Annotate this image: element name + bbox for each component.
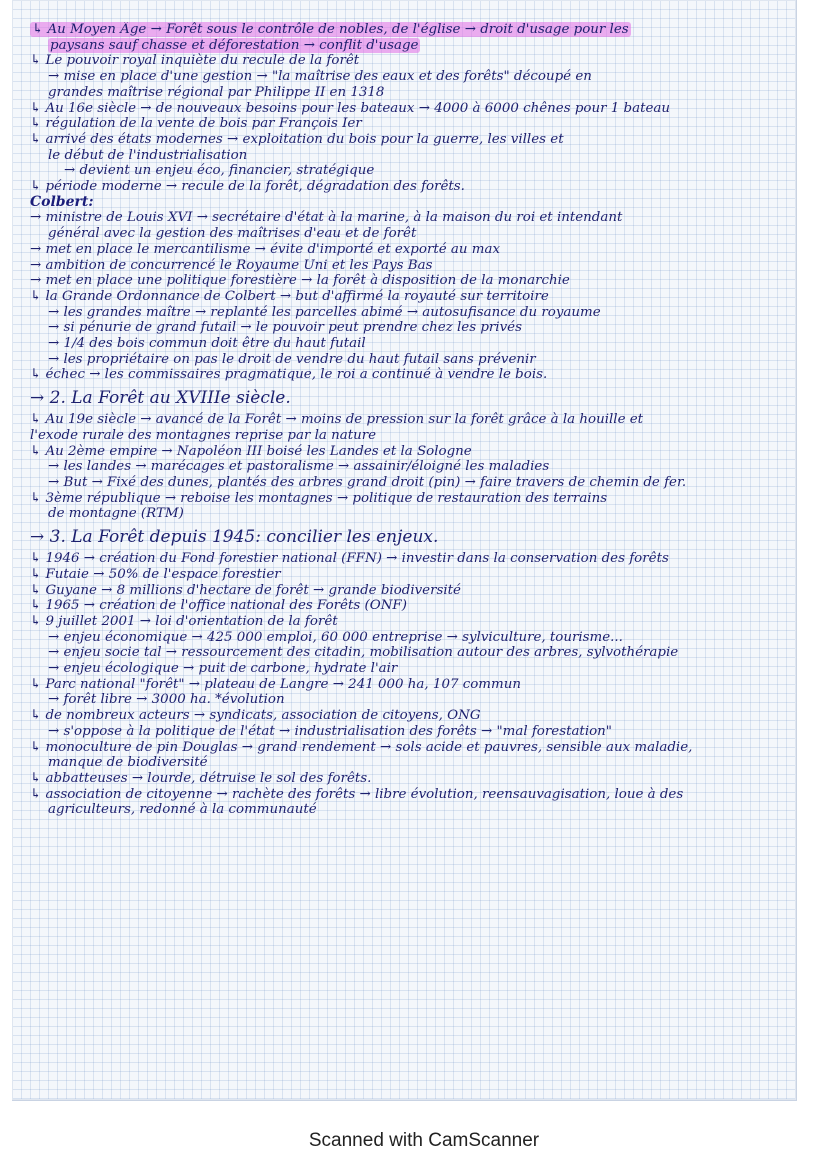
note-line	[30, 179, 782, 195]
section-heading	[30, 526, 782, 548]
note-line	[30, 53, 782, 69]
note-text: ↳ Au 16e siècle → de nouveaux besoins pour les bateaux → 4000 à 6000 chênes pour 1 bateau	[30, 100, 670, 116]
note-text: ↳ 9 juillet 2001 → loi d'orientation de la forêt	[30, 613, 338, 629]
note-text: → devient un enjeu éco, financier, stratégique	[64, 163, 375, 179]
note-text: ↳ 1965 → création de l'office national des Forêts (ONF)	[30, 598, 407, 614]
note-line	[30, 583, 782, 599]
note-line	[30, 459, 782, 475]
note-text: ↳ arrivé des états modernes → exploitation du bois pour la guerre, les villes et	[30, 131, 564, 147]
note-line	[30, 412, 782, 428]
note-line	[30, 428, 782, 444]
note-text: ↳ échec → les commissaires pragmatique, le roi a continué à vendre le bois.	[30, 367, 548, 383]
note-line	[30, 551, 782, 567]
note-line	[30, 475, 782, 491]
note-line	[30, 336, 782, 352]
scanner-watermark: Scanned with CamScanner	[308, 1130, 540, 1151]
note-line	[30, 148, 782, 164]
note-line	[30, 614, 782, 630]
note-text: ↳ période moderne → recule de la forêt, dégradation des forêts.	[30, 179, 465, 195]
note-text: → mise en place d'une gestion → "la maîtrise des eaux et des forêts" découpé en	[48, 69, 592, 85]
note-text: ↳ 3ème république → reboise les montagnes → politique de restauration des terrains	[30, 490, 608, 506]
note-line	[30, 22, 782, 38]
note-text: ↳ association de citoyenne → rachète des forêts → libre évolution, reensauvagisation, loue à des	[30, 786, 684, 802]
note-text: général avec la gestion des maîtrises d'eau et de forêt	[48, 226, 417, 242]
note-line	[30, 258, 782, 274]
note-line	[30, 661, 782, 677]
note-line	[30, 506, 782, 522]
note-text: → ambition de concurrencé le Royaume Uni et les Pays Bas	[30, 257, 433, 273]
note-line	[30, 242, 782, 258]
note-line	[30, 132, 782, 148]
note-line	[30, 38, 782, 54]
note-line	[30, 352, 782, 368]
note-text: paysans sauf chasse et déforestation → conflit d'usage	[50, 37, 419, 53]
note-text: ↳ Le pouvoir royal inquiète du recule de la forêt	[30, 53, 360, 69]
note-line	[30, 724, 782, 740]
note-text: → 1/4 des bois commun doit être du haut futail	[48, 336, 366, 352]
note-line	[30, 210, 782, 226]
note-text: → 3. La Forêt depuis 1945: concilier les enjeux.	[30, 527, 439, 548]
note-text: → forêt libre → 3000 ha. *évolution	[48, 692, 285, 708]
note-text: le début de l'industrialisation	[48, 147, 248, 163]
note-text: manque de biodiversité	[48, 755, 208, 771]
note-text: → enjeu économique → 425 000 emploi, 60 000 entreprise → sylviculture, tourisme...	[48, 629, 623, 645]
note-text: → enjeu écologique → puit de carbone, hydrate l'air	[48, 661, 398, 677]
note-line	[30, 692, 782, 708]
note-line	[30, 708, 782, 724]
note-line	[30, 69, 782, 85]
note-line	[30, 289, 782, 305]
notebook-page	[12, 0, 797, 1101]
note-text: ↳ la Grande Ordonnance de Colbert → but d'affirmé la royauté sur territoire	[30, 288, 549, 304]
note-line	[30, 320, 782, 336]
note-line	[30, 101, 782, 117]
note-text: ↳ Au 2ème empire → Napoléon III boisé les Landes et la Sologne	[30, 443, 472, 459]
note-text: → les propriétaire on pas le droit de vendre du haut futail sans prévenir	[48, 351, 536, 367]
note-text: → les grandes maître → replanté les parcelles abimé → autosufisance du royaume	[48, 304, 601, 320]
note-text: → 2. La Forêt au XVIIIe siècle.	[30, 388, 291, 409]
note-line	[30, 740, 782, 756]
note-text: grandes maîtrise régional par Philippe II en 1318	[48, 84, 385, 100]
note-line	[30, 444, 782, 460]
note-text: l'exode rurale des montagnes reprise par la nature	[30, 427, 377, 443]
note-text: ↳ abbatteuses → lourde, détruise le sol des forêts.	[30, 770, 372, 786]
note-line	[30, 226, 782, 242]
section-heading	[30, 387, 782, 409]
note-line	[30, 273, 782, 289]
note-text: ↳ 1946 → création du Fond forestier national (FFN) → investir dans la conservation des forêts	[30, 551, 669, 567]
note-text: → si pénurie de grand futail → le pouvoir peut prendre chez les privés	[48, 320, 522, 336]
note-line	[30, 630, 782, 646]
note-text: → met en place une politique forestière → la forêt à disposition de la monarchie	[30, 273, 570, 289]
note-text: → But → Fixé des dunes, plantés des arbres grand droit (pin) → faire travers de chemin de fer.	[48, 474, 687, 490]
note-line	[30, 802, 782, 818]
note-line	[30, 116, 782, 132]
note-text: ↳ régulation de la vente de bois par François Ier	[30, 116, 362, 132]
note-text: Colbert:	[30, 194, 94, 210]
note-text: ↳ Futaie → 50% de l'espace forestier	[30, 566, 281, 582]
note-line	[30, 787, 782, 803]
note-text: ↳ Au Moyen Âge → Forêt sous le contrôle de nobles, de l'église → droit d'usage pour les	[32, 22, 629, 37]
note-text: de montagne (RTM)	[48, 506, 184, 522]
note-line	[30, 567, 782, 583]
note-line	[30, 677, 782, 693]
note-text: ↳ monoculture de pin Douglas → grand rendement → sols acide et pauvres, sensible aux maladie,	[30, 739, 693, 755]
note-text: → enjeu socie tal → ressourcement des citadin, mobilisation autour des arbres, sylvothérapie	[48, 645, 679, 661]
note-text: ↳ Guyane → 8 millions d'hectare de forêt → grande biodiversité	[30, 582, 461, 598]
note-line	[30, 755, 782, 771]
note-text: ↳ Parc national "forêt" → plateau de Langre → 241 000 ha, 107 commun	[30, 676, 521, 692]
note-line	[30, 163, 782, 179]
note-text: → met en place le mercantilisme → évite d'importé et exporté au max	[30, 241, 501, 257]
note-text: ↳ de nombreux acteurs → syndicats, association de citoyens, ONG	[30, 708, 481, 724]
note-line	[30, 645, 782, 661]
subsection-title	[30, 195, 782, 211]
note-line	[30, 85, 782, 101]
note-text: → ministre de Louis XVI → secrétaire d'état à la marine, à la maison du roi et intendant	[30, 210, 623, 226]
note-line	[30, 771, 782, 787]
note-text: → les landes → marécages et pastoralisme → assainir/éloigné les maladies	[48, 459, 550, 475]
note-line	[30, 305, 782, 321]
note-text: ↳ Au 19e siècle → avancé de la Forêt → moins de pression sur la forêt grâce à la houille et	[30, 412, 644, 428]
note-line	[30, 598, 782, 614]
note-line	[30, 491, 782, 507]
handwritten-notes	[30, 22, 782, 818]
note-line	[30, 367, 782, 383]
note-text: agriculteurs, redonné à la communauté	[48, 802, 317, 818]
note-text: → s'oppose à la politique de l'état → industrialisation des forêts → "mal forestation"	[48, 723, 612, 739]
